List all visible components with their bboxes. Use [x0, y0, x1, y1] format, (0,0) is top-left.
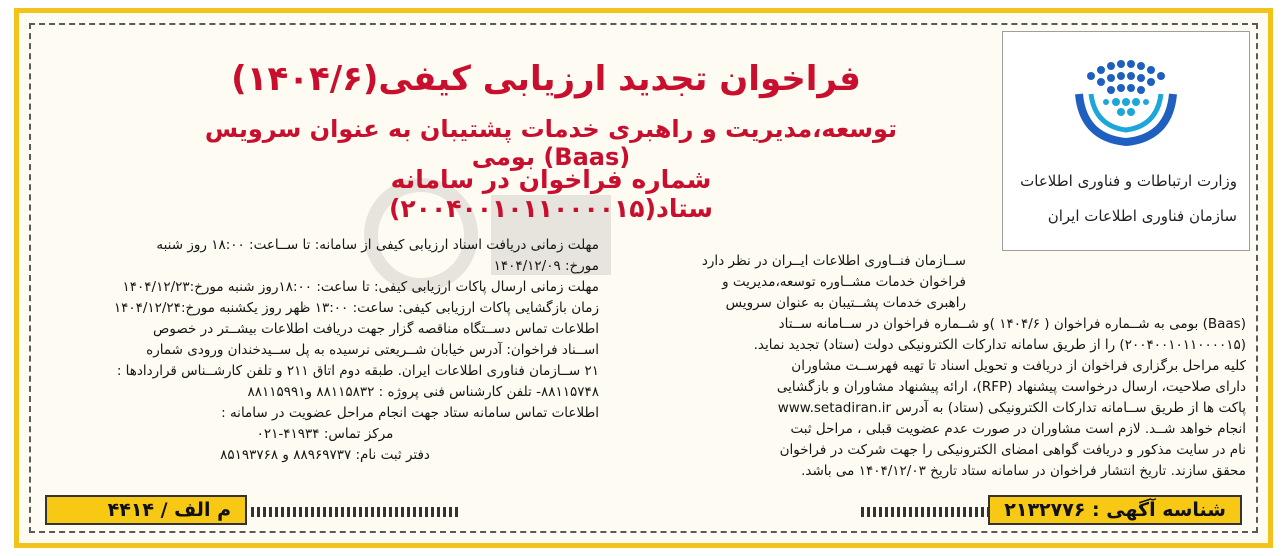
ad-code-badge: م الف / ۴۴۱۴ — [45, 495, 247, 525]
body-left — [51, 235, 599, 466]
ad-footer — [31, 499, 1256, 531]
ad-inner-border — [29, 23, 1258, 533]
body-right — [670, 314, 1246, 482]
ad-subtitle: توسعه،مدیریت و راهبری خدمات پشتیبان به عنوان سرویس (Baas) بومی — [204, 115, 898, 171]
body-line: مرکز تماس: ۴۱۹۳۴-۰۲۱ — [256, 426, 394, 442]
footer-dash-bar — [861, 507, 994, 517]
body-line: (Baas) بومی به شــماره فراخوان ( ۱۴۰۴/۶ )و شــماره فراخوان در ســامانه ســتاد — [778, 316, 1246, 332]
body-line: دفتر ثبت نام: ۸۸۹۶۹۷۳۷ و ۸۵۱۹۳۷۶۸ — [220, 447, 430, 463]
ad-frame — [14, 8, 1273, 548]
body-line: نام در سایت مذکور و دریافت گواهی امضای الکترونیکی را جهت شرکت در فراخوان — [779, 442, 1246, 458]
body-line: مورخ: ۱۴۰۴/۱۲/۰۹ — [493, 258, 599, 274]
ad-title: فراخوان تجدید ارزیابی کیفی(۱۴۰۴/۶) — [231, 59, 861, 99]
body-line: راهبری خدمات پشــتیبان به عنوان سرویس — [725, 295, 966, 311]
body-line: مهلت زمانی ارسال پاکات ارزیابی کیفی: تا ساعت: ۱۸:۰۰روز شنبه مورخ:۱۴۰۴/۱۲/۲۳ — [122, 279, 599, 295]
body-line: ۲۱ ســازمان فناوری اطلاعات ایران. طبقه دوم اتاق ۲۱۱ و تلفن کارشــناس قراردادها : — [116, 363, 599, 379]
ministry-name: وزارت ارتباطات و فناوری اطلاعات — [1020, 172, 1237, 190]
body-line: کلیه مراحل برگزاری فراخوان از دریافت و تحویل اسناد تا تهیه فهرســت مشاوران — [791, 358, 1246, 374]
body-line: ســازمان فنــاوری اطلاعات ایــران در نظر دارد — [701, 253, 966, 269]
body-line: زمان بازگشایی پاکات ارزیابی کیفی: ساعت: ۱۳:۰۰ ظهر روز یکشنبه مورخ:۱۴۰۴/۱۲/۲۴ — [113, 300, 599, 316]
body-line: دارای صلاحیت، ارسال درخواست پیشنهاد (RFP)، ارائه پیشنهاد مشاوران و بازگشایی — [776, 379, 1246, 395]
footer-dash-bar — [251, 507, 461, 517]
body-line: محقق سازند. تاریخ انتشار فراخوان در سامانه ستاد تاریخ ۱۴۰۴/۱۲/۰۳ می باشد. — [801, 463, 1246, 479]
body-right-top — [670, 251, 966, 314]
organization-name: سازمان فناوری اطلاعات ایران — [1047, 207, 1237, 225]
body-line: (۲۰۰۴۰۰۱۰۱۱۰۰۰۰۱۵) را از طریق سامانه تدارکات الکترونیکی دولت (ستاد) تجدید نماید. — [753, 337, 1246, 353]
logo-panel — [1002, 31, 1250, 251]
body-line: اطلاعات تماس سامانه ستاد جهت انجام مراحل عضویت در سامانه : — [221, 405, 599, 421]
body-line: انجام خواهد شــد. لازم است مشاوران در صورت عدم عضویت قبلی ، مراحل ثبت — [790, 421, 1246, 437]
body-line: اطلاعات تماس دســتگاه مناقصه گزار جهت دریافت اطلاعات بیشــتر در خصوص — [153, 321, 599, 337]
body-line: پاکت ها از طریق ســامانه تدارکات الکترونیکی (ستاد) به آدرس www.setadiran.ir — [777, 400, 1246, 416]
body-line: اســناد فراخوان: آدرس خیابان شــریعتی نرسیده به پل ســیدخندان ورودی شماره — [146, 342, 599, 358]
ad-id-badge: شناسه آگهی : ۲۱۳۲۷۷۶ — [988, 495, 1242, 525]
body-line: ۸۸۱۱۵۷۴۸- تلفن کارشناس فنی پروژه : ۸۸۱۱۵۸۳۲ و۸۸۱۱۵۹۹۱ — [247, 384, 599, 400]
ministry-logo-icon — [1061, 46, 1191, 156]
ad-setad-number: شماره فراخوان در سامانه ستاد(۲۰۰۴۰۰۱۰۱۱۰۰۰۰۱۵) — [388, 165, 713, 223]
body-line: مهلت زمانی دریافت اسناد ارزیابی کیفی از سامانه: تا ســاعت: ۱۸:۰۰ روز شنبه — [156, 237, 599, 253]
body-line: فراخوان خدمات مشــاوره توسعه،مدیریت و — [722, 274, 966, 290]
